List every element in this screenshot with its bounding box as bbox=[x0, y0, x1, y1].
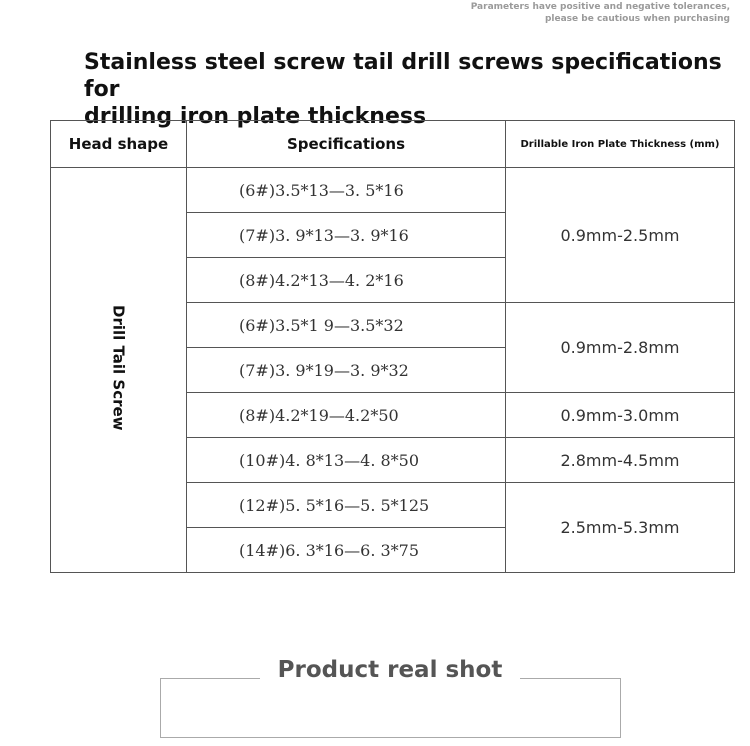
table-header-row bbox=[51, 121, 735, 168]
thickness-cell: 2.5mm-5.3mm bbox=[506, 483, 735, 573]
spec-cell: (14#)6. 3*16—6. 3*75 bbox=[187, 528, 506, 573]
thickness-cell: 0.9mm-2.8mm bbox=[506, 303, 735, 393]
specification-table bbox=[50, 120, 735, 573]
table-row bbox=[51, 168, 735, 213]
spec-cell: (6#)3.5*13—3. 5*16 bbox=[187, 168, 506, 213]
page-title-line-2: drilling iron plate thickness bbox=[84, 104, 427, 129]
spec-cell: (6#)3.5*1 9—3.5*32 bbox=[187, 303, 506, 348]
head-shape-cell bbox=[51, 168, 187, 573]
page-title-line-1: Stainless steel screw tail drill screws specifications for bbox=[84, 50, 722, 102]
header-thickness: Drillable Iron Plate Thickness (mm) bbox=[506, 121, 735, 168]
tolerance-notice bbox=[470, 1, 730, 25]
header-specifications: Specifications bbox=[187, 121, 506, 168]
product-shot-title: Product real shot bbox=[277, 657, 503, 683]
product-shot-frame bbox=[160, 678, 621, 738]
spec-cell: (8#)4.2*13—4. 2*16 bbox=[187, 258, 506, 303]
header-head-shape: Head shape bbox=[51, 121, 187, 168]
head-shape-label: Drill Tail Screw bbox=[109, 305, 128, 431]
thickness-cell: 2.8mm-4.5mm bbox=[506, 438, 735, 483]
spec-cell: (7#)3. 9*13—3. 9*16 bbox=[187, 213, 506, 258]
thickness-cell: 0.9mm-2.5mm bbox=[506, 168, 735, 303]
spec-cell: (7#)3. 9*19—3. 9*32 bbox=[187, 348, 506, 393]
spec-cell: (10#)4. 8*13—4. 8*50 bbox=[187, 438, 506, 483]
page-title bbox=[84, 49, 724, 130]
tolerance-notice-line-1: Parameters have positive and negative tolerances, bbox=[470, 2, 730, 12]
spec-cell: (8#)4.2*19—4.2*50 bbox=[187, 393, 506, 438]
thickness-cell: 0.9mm-3.0mm bbox=[506, 393, 735, 438]
spec-cell: (12#)5. 5*16—5. 5*125 bbox=[187, 483, 506, 528]
tolerance-notice-line-2: please be cautious when purchasing bbox=[544, 14, 730, 24]
